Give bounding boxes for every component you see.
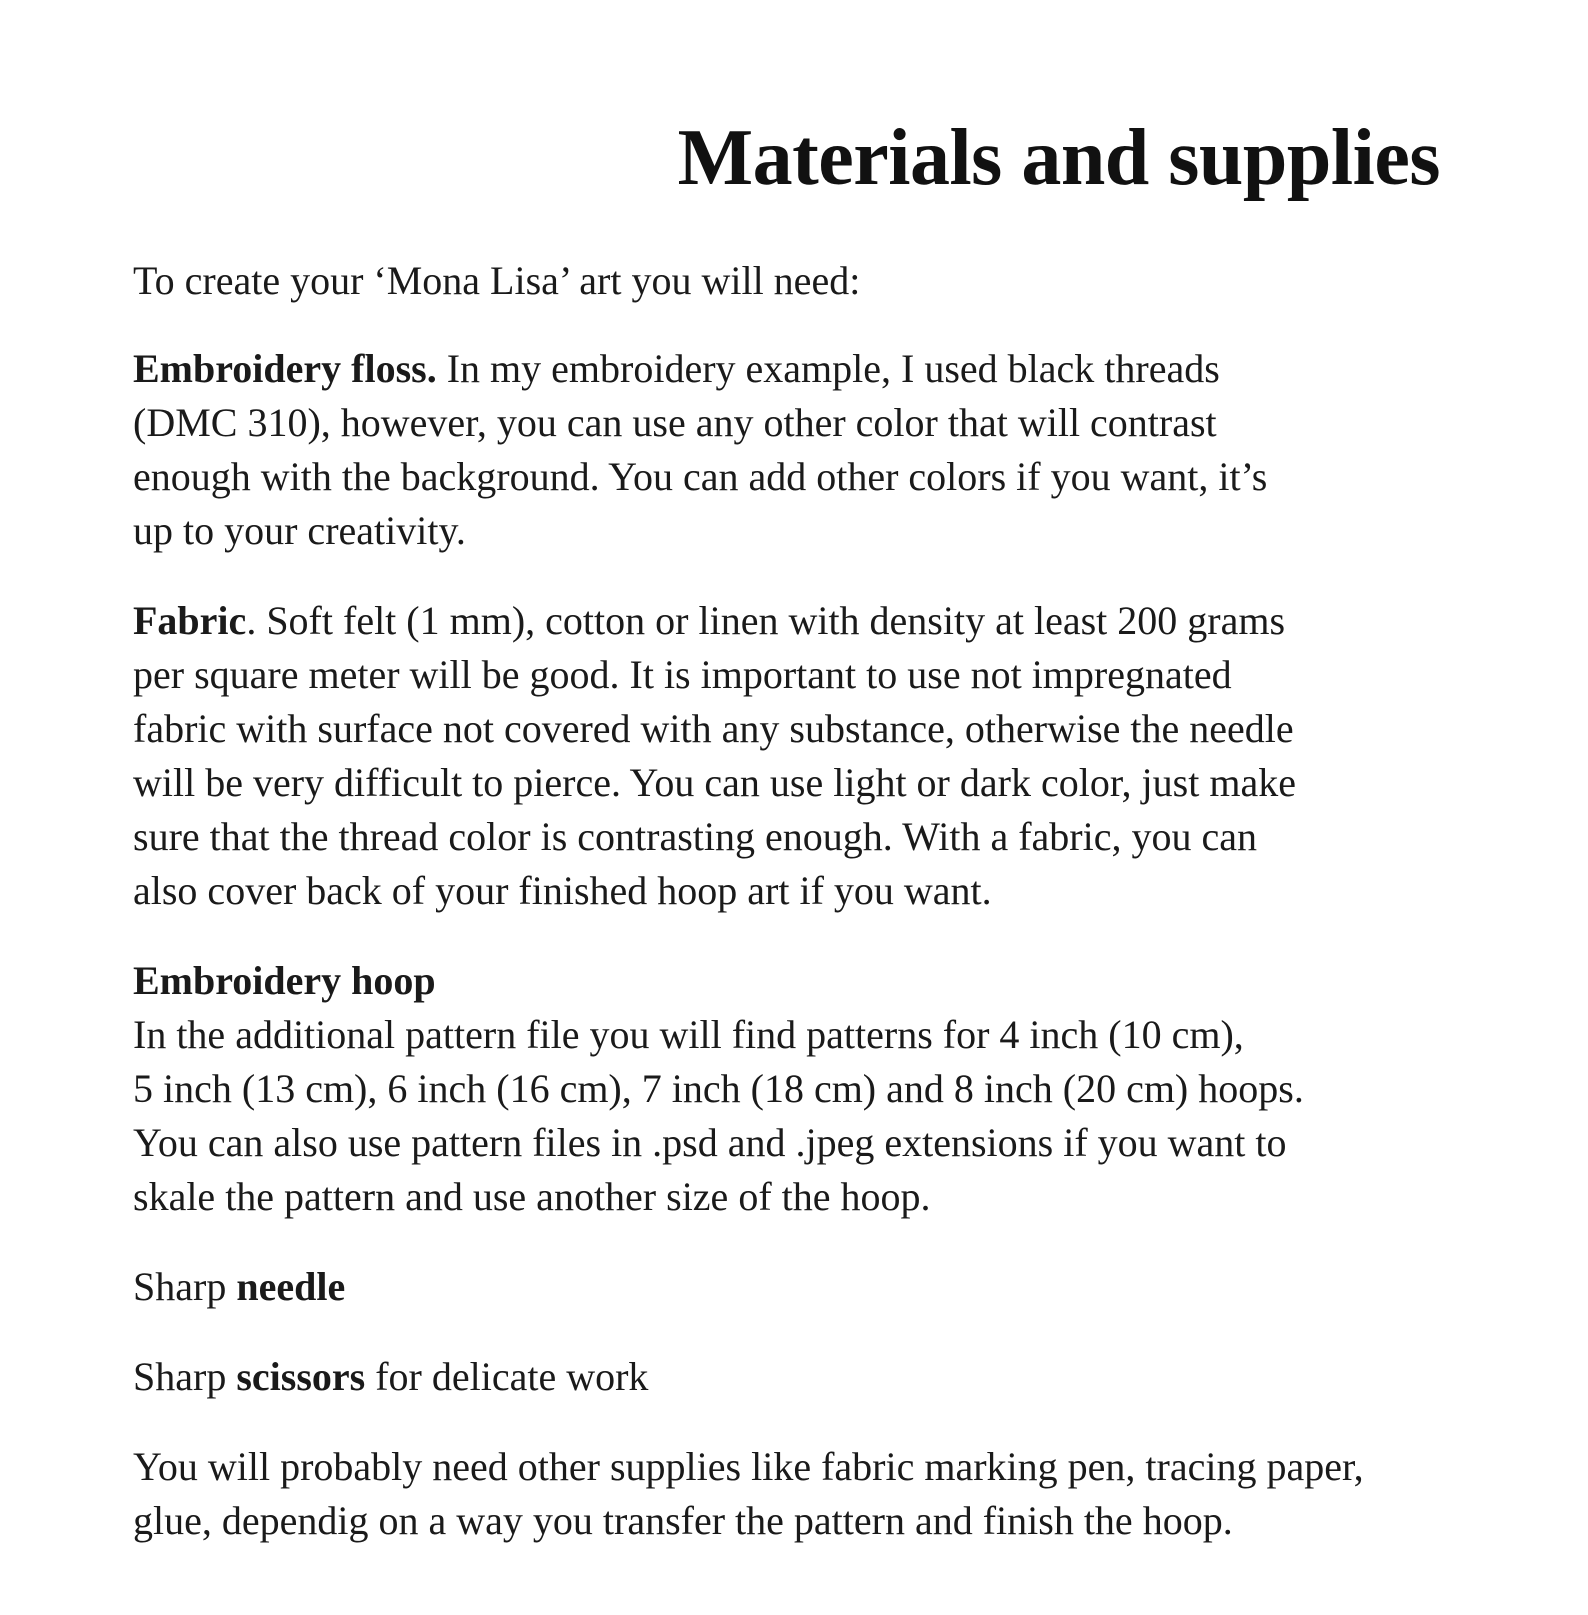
fabric-text-1: . Soft felt (1 mm), cotton or linen with density at least 200 grams: [246, 598, 1286, 643]
floss-line-3: enough with the background. You can add other colors if you want, it’s: [133, 454, 1268, 499]
floss-text-1: In my embroidery example, I used black threads: [436, 346, 1220, 391]
fabric-paragraph: [133, 594, 1453, 918]
scissors-paragraph: [133, 1350, 1453, 1404]
hoop-label: Embroidery hoop: [133, 958, 436, 1003]
hoop-paragraph: [133, 954, 1453, 1224]
page-title: Materials and supplies: [677, 114, 1440, 202]
other-line-1: You will probably need other supplies like fabric marking pen, tracing paper,: [133, 1444, 1364, 1489]
needle-label: needle: [236, 1264, 346, 1309]
document-body: [133, 254, 1453, 1548]
needle-prefix: Sharp: [133, 1264, 237, 1309]
hoop-line-3: You can also use pattern files in .psd and .jpeg extensions if you want to: [133, 1120, 1287, 1165]
hoop-line-2: 5 inch (13 cm), 6 inch (16 cm), 7 inch (18 cm) and 8 inch (20 cm) hoops.: [133, 1066, 1304, 1111]
floss-line-2: (DMC 310), however, you can use any other color that will contrast: [133, 400, 1217, 445]
hoop-line-4: skale the pattern and use another size of the hoop.: [133, 1174, 931, 1219]
other-supplies-paragraph: [133, 1440, 1453, 1548]
fabric-line-6: also cover back of your finished hoop art if you want.: [133, 868, 992, 913]
needle-paragraph: [133, 1260, 1453, 1314]
fabric-line-1: [133, 594, 1453, 648]
fabric-line-3: fabric with surface not covered with any substance, otherwise the needle: [133, 706, 1294, 751]
floss-label: Embroidery floss.: [133, 346, 437, 391]
intro-paragraph: To create your ‘Mona Lisa’ art you will need:: [133, 258, 861, 303]
fabric-line-4: will be very difficult to pierce. You can use light or dark color, just make: [133, 760, 1296, 805]
scissors-suffix: for delicate work: [365, 1354, 649, 1399]
fabric-label: Fabric: [133, 598, 247, 643]
hoop-line-1: In the additional pattern file you will find patterns for 4 inch (10 cm),: [133, 1012, 1244, 1057]
floss-line-4: up to your creativity.: [133, 508, 466, 553]
floss-line-1: [133, 342, 1453, 396]
fabric-line-2: per square meter will be good. It is important to use not impregnated: [133, 652, 1232, 697]
other-line-2: glue, dependig on a way you transfer the pattern and finish the hoop.: [133, 1498, 1233, 1543]
scissors-prefix: Sharp: [133, 1354, 237, 1399]
floss-paragraph: [133, 342, 1453, 558]
scissors-label: scissors: [236, 1354, 366, 1399]
fabric-line-5: sure that the thread color is contrasting enough. With a fabric, you can: [133, 814, 1257, 859]
